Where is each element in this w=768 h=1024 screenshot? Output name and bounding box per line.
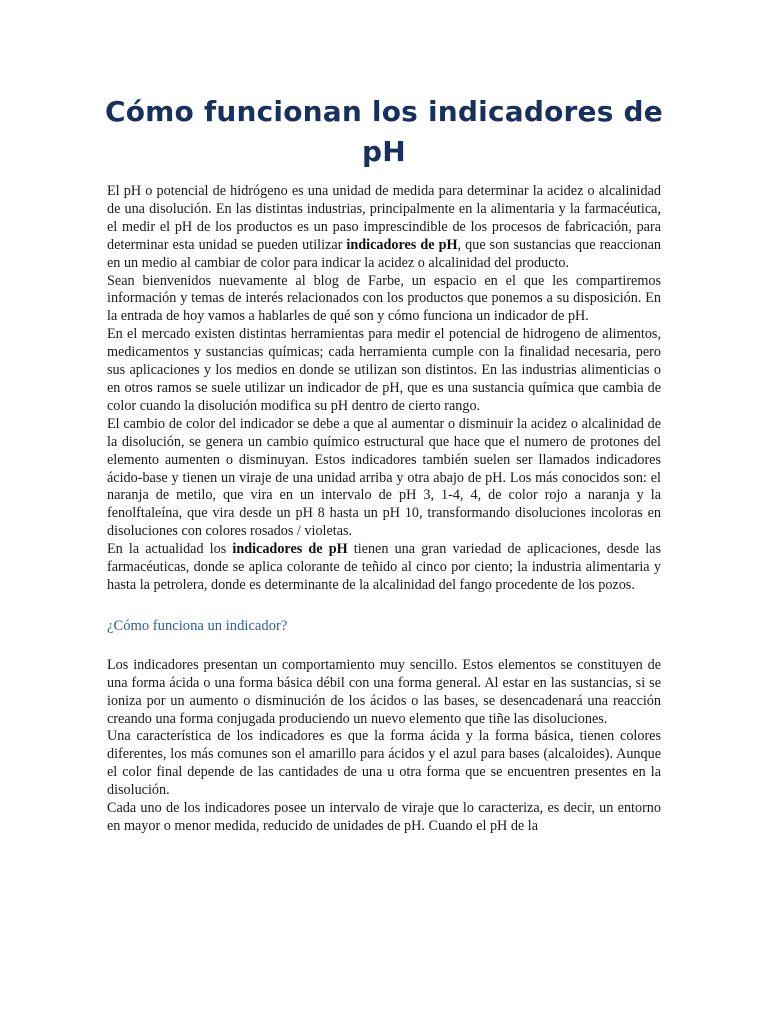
document-title: Cómo funcionan los indicadores de pH (105, 95, 663, 168)
section-paragraph-2: Una característica de los indicadores es que la forma ácida y la forma básica, tienen colores diferentes, los más comunes son el amarillo para ácidos y el azul para bases (alcaloides). Aunque el color final depende de las cantidades de una u otra forma que se encuentren presentes en la disolución. (107, 728, 661, 799)
intro-paragraph-5-bold: indicadores de pH (232, 541, 348, 558)
intro-paragraph-2: Sean bienvenidos nuevamente al blog de Farbe, un espacio en el que les compartiremos información y temas de interés relacionados con los productos que ponemos a su disposición. En la entrada de hoy vamos a hablarles de qué son y cómo funciona un indicador de pH. (107, 272, 661, 325)
intro-paragraph-1-text-a: El pH o potencial de hidrógeno es una unidad de medida para determinar la acidez o alcalinidad de una disolución. En las distintas industrias, principalmente en la alimentaria y la farmacéutica, el medir el pH de los productos es un paso imprescindible de los procesos de fabricación, para determinar esta unidad se pueden utilizar (107, 183, 661, 253)
section-paragraph-3: Cada uno de los indicadores posee un intervalo de viraje que lo caracteriza, es decir, un entorno en mayor o menor medida, reducido de unidades de pH. Cuando el pH de la (107, 800, 661, 834)
section-paragraph-1: Los indicadores presentan un comportamiento muy sencillo. Estos elementos se constituyen de una forma ácida o una forma básica débil con una forma general. Al estar en las sustancias, si se ioniza por un aumento o disminución de los ácidos o las bases, se desencadenará una reacción creando una forma conjugada produciendo un nuevo elemento que tiñe las disoluciones. (107, 656, 661, 727)
section-heading: ¿Cómo funciona un indicador? (107, 617, 288, 634)
intro-paragraph-5-text-a: En la actualidad los (107, 541, 233, 558)
intro-paragraph-5-text-b: tienen una gran variedad de aplicaciones, desde las farmacéuticas, donde se aplica colorante de teñido al cinco por ciento; la industria alimentaria y hasta la petrolera, donde es determinante de la alcalinidad del fango procedente de los pozos. (107, 541, 662, 593)
intro-paragraph-5 (107, 541, 661, 595)
intro-paragraph-1-text-b: , que son sustancias que reaccionan en un medio al cambiar de color para indicar la acidez o alcalinidad del producto. (107, 236, 662, 271)
document-page (107, 92, 661, 836)
intro-paragraph-1 (107, 183, 661, 273)
intro-paragraph-4: El cambio de color del indicador se debe a que al aumentar o disminuir la acidez o alcalinidad de la disolución, se genera un cambio químico estructural que hace que el numero de protones del elemento aumenten o disminuyan. Estos indicadores también suelen ser llamados indicadores ácido-base y tienen un viraje de una unidad arriba y otra abajo de pH. Los más conocidos son: el naranja de metilo, que vira en un intervalo de pH 3, 1-4, 4, de color rojo a naranja y la fenolftaleína, que vira desde un pH 8 hasta un pH 10, transformando disoluciones incoloras en disoluciones con colores rosados / violetas. (107, 415, 661, 540)
intro-paragraph-1-bold: indicadores de pH (346, 236, 458, 253)
intro-paragraph-3: En el mercado existen distintas herramientas para medir el potencial de hidrogeno de alimentos, medicamentos y sustancias químicas; cada herramienta cumple con la finalidad necesaria, pero sus aplicaciones y los medios en donde se utilizan son distintos. En las industrias alimenticias o en otros ramos se suele utilizar un indicador de pH, que es una sustancia química que cambia de color cuando la disolución modifica su pH dentro de cierto rango. (107, 326, 661, 414)
